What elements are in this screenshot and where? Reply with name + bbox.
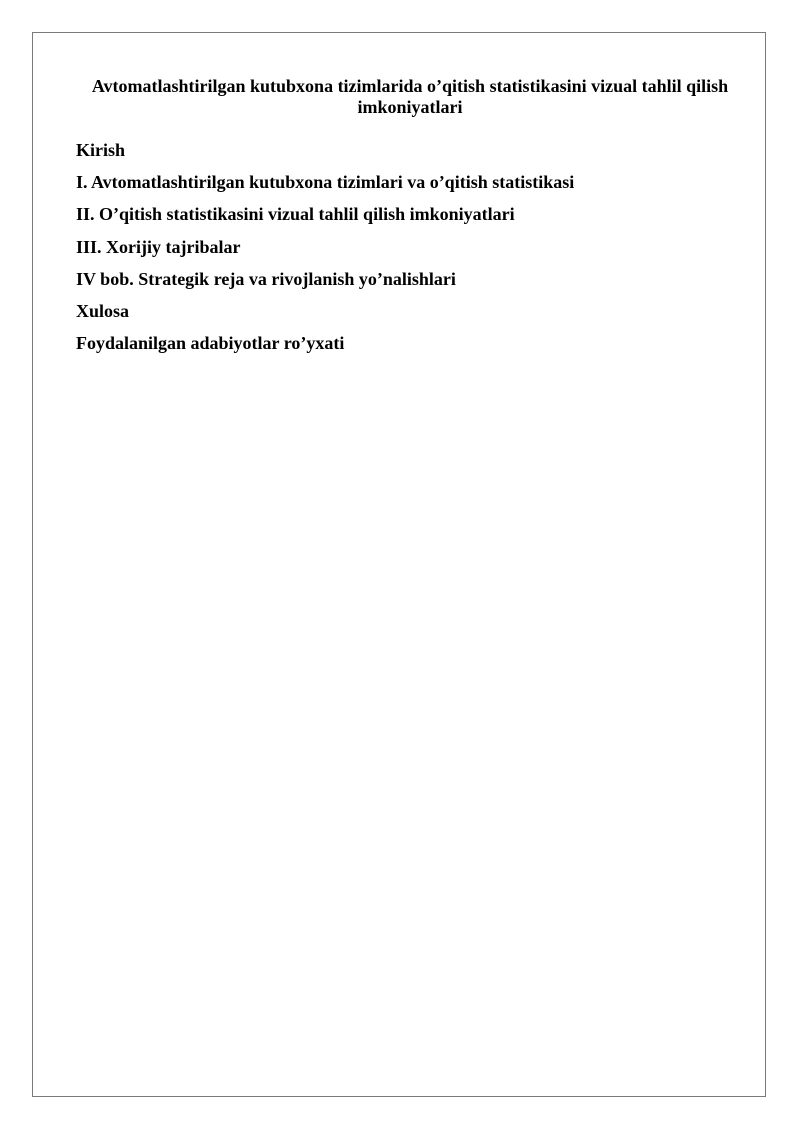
document-title: Avtomatlashtirilgan kutubxona tizimlarida o’qitish statistikasini vizual tahlil qilish imkoniyatlari: [91, 76, 729, 117]
toc-item-chapter-1: I. Avtomatlashtirilgan kutubxona tizimlari va o’qitish statistikasi: [76, 172, 575, 193]
toc-item-chapter-4: IV bob. Strategik reja va rivojlanish yo’nalishlari: [76, 268, 456, 289]
toc-item-references: Foydalanilgan adabiyotlar ro’yxati: [76, 333, 345, 354]
toc-item-chapter-3: III. Xorijiy tajribalar: [76, 236, 241, 257]
table-of-contents: [76, 140, 756, 365]
toc-item-chapter-2: II. O’qitish statistikasini vizual tahlil qilish imkoniyatlari: [76, 204, 515, 225]
toc-item-conclusion: Xulosa: [76, 300, 130, 321]
toc-item-introduction: Kirish: [76, 140, 126, 160]
